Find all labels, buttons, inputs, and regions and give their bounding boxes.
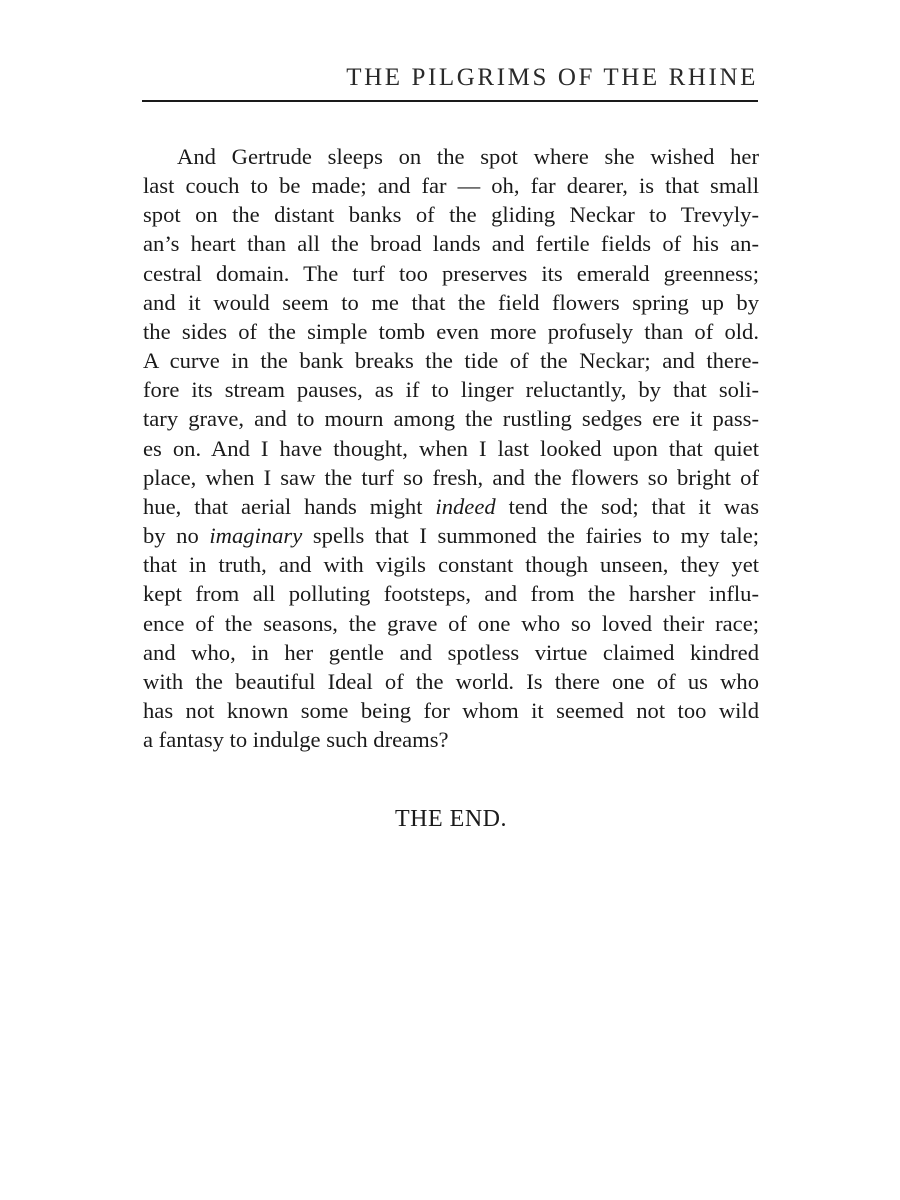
text-run: and who, in her gentle and spotless virtue claimed kindred (143, 639, 759, 665)
text-run: fore its stream pauses, as if to linger reluctantly, by that soli- (143, 377, 759, 403)
text-line (143, 171, 759, 200)
text-line (143, 696, 759, 725)
text-run: an’s heart than all the broad lands and fertile fields of his an- (143, 231, 759, 257)
text-line (143, 550, 759, 579)
text-run: hue, that aerial hands might (143, 493, 436, 519)
text-run: a fantasy to indulge such dreams? (143, 727, 449, 753)
text-run: with the beautiful Ideal of the world. Is there one of us who (143, 668, 759, 694)
text-run: and it would seem to me that the field flowers spring up by (143, 289, 759, 315)
text-run: spot on the distant banks of the gliding Neckar to Trevyly- (143, 202, 759, 228)
italic-text: imaginary (209, 523, 303, 549)
text-run: A curve in the bank breaks the tide of the Neckar; and there- (143, 348, 759, 374)
text-line (143, 609, 759, 638)
text-run: cestral domain. The turf too preserves its emerald greenness; (143, 260, 759, 286)
text-line (143, 259, 759, 288)
text-run: ence of the seasons, the grave of one who so loved their race; (143, 610, 759, 636)
text-run: And Gertrude sleeps on the spot where she wished her (177, 144, 759, 169)
text-line (143, 229, 759, 258)
italic-text: indeed (435, 493, 496, 519)
text-line (143, 667, 759, 696)
text-line (143, 288, 759, 317)
text-run: the sides of the simple tomb even more profusely than of old. (143, 318, 759, 344)
text-run: tary grave, and to mourn among the rustling sedges ere it pass- (143, 406, 759, 432)
text-line (143, 404, 759, 433)
text-run: last couch to be made; and far — oh, far dearer, is that small (143, 173, 759, 199)
text-run: place, when I saw the turf so fresh, and the flowers so bright of (143, 464, 759, 490)
running-head-title: THE PILGRIMS OF THE RHINE (346, 64, 758, 91)
text-line (143, 725, 759, 754)
end-mark: THE END. (395, 806, 507, 832)
text-line (143, 434, 759, 463)
text-line (143, 142, 759, 171)
text-run: has not known some being for whom it seemed not too wild (143, 697, 759, 723)
text-line (143, 638, 759, 667)
text-line (143, 492, 759, 521)
text-run: by no (143, 523, 210, 549)
text-line (143, 521, 759, 550)
text-run: tend the sod; that it was (495, 493, 759, 519)
text-line (143, 375, 759, 404)
body-paragraph (143, 142, 759, 754)
text-line (143, 200, 759, 229)
text-run: es on. And I have thought, when I last looked upon that quiet (143, 435, 759, 461)
header-rule (142, 100, 758, 102)
text-line (143, 317, 759, 346)
text-run: kept from all polluting footsteps, and from the harsher influ- (143, 581, 759, 607)
text-line (143, 346, 759, 375)
text-line (143, 463, 759, 492)
text-run: spells that I summoned the fairies to my tale; (302, 523, 760, 549)
text-run: that in truth, and with vigils constant though unseen, they yet (143, 552, 759, 578)
text-line (143, 579, 759, 608)
